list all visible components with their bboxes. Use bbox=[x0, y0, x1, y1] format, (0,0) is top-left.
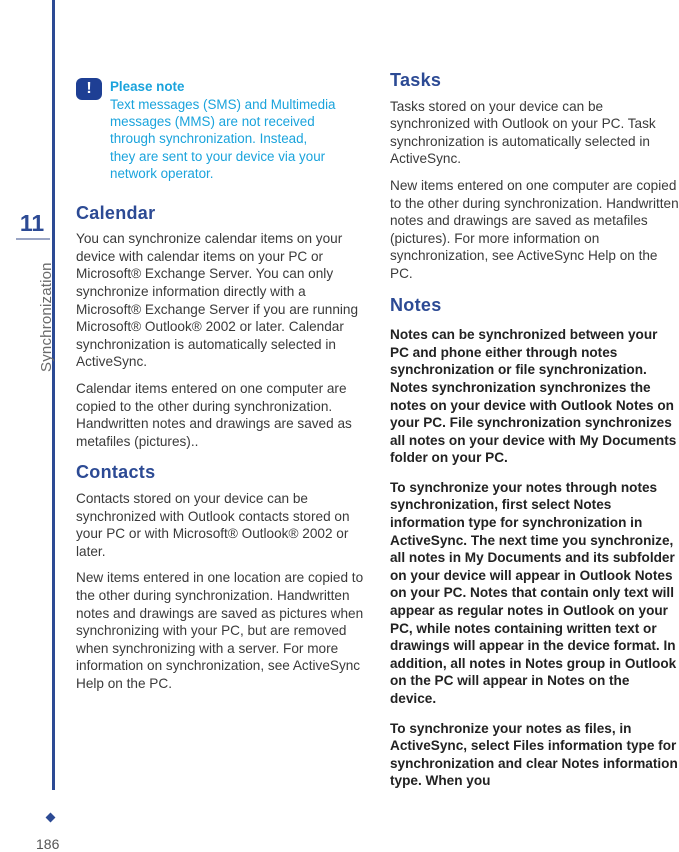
notes-paragraph-1: Notes can be synchronized between your PC and phone either through notes synchronization or file synchronization. Notes synchronization synchronizes the notes on your device with Outlook Notes on your PC. File synchronization synchronizes all notes on your device with My Documents folder on your PC. bbox=[390, 327, 677, 466]
margin-rule bbox=[52, 0, 55, 790]
notes-paragraph-3: To synchronize your notes as files, in ActiveSync, select Files information type for synchronization and clear Notes information type. When you bbox=[390, 720, 678, 789]
notes-paragraph-2: To synchronize your notes through notes synchronization, first select Notes information type for synchronization in ActiveSync. The next time you synchronize, all notes in My Documents and its subfolder on your device will appear in Outlook Notes on your PC. Notes that contain only text will appear as regular notes in Outlook on your PC, while notes containing written text or drawings will appear in the device format. In addition, all notes in Notes group in Outlook on the PC will appear in Notes on the device. bbox=[390, 479, 677, 706]
chapter-number: 11 bbox=[19, 210, 45, 236]
contacts-heading: Contacts bbox=[76, 462, 156, 483]
chapter-divider bbox=[16, 238, 50, 240]
diamond-icon bbox=[46, 813, 56, 823]
contacts-paragraph-1: Contacts stored on your device can be synchronized with Outlook contacts stored on your PC or with Microsoft® Outlook® 2002 or later. bbox=[76, 490, 350, 559]
note-line: through synchronization. Instead, bbox=[110, 131, 308, 147]
info-icon: ! bbox=[76, 78, 102, 100]
chapter-title: Synchronization bbox=[38, 262, 55, 372]
notes-heading: Notes bbox=[390, 294, 442, 315]
note-body bbox=[110, 96, 366, 183]
note-line: Text messages (SMS) and Multimedia bbox=[110, 96, 336, 112]
note-line: network operator. bbox=[110, 166, 214, 182]
page-number: 186 bbox=[36, 836, 60, 852]
calendar-heading: Calendar bbox=[76, 202, 156, 223]
calendar-paragraph-2: Calendar items entered on one computer are copied to the other during synchronization. Handwritten notes and drawings are saved as metafiles (pictures).. bbox=[76, 380, 352, 449]
left-column bbox=[76, 78, 366, 701]
note-title: Please note bbox=[110, 79, 185, 94]
tasks-paragraph-2: New items entered on one computer are copied to the other during synchronization. Handwritten notes and drawings are saved as metafiles (pictures). For more information on synchronization, see ActiveSync Help on the PC. bbox=[390, 177, 679, 281]
please-note-box bbox=[76, 78, 366, 183]
calendar-paragraph-1: You can synchronize calendar items on your device with calendar items on your PC or Microsoft® Exchange Server. You can only synchronize information directly with a Microsoft® Exchange Server if you are running Microsoft® Outlook® 2002 or later. Calendar synchronization is automatically selected in ActiveSync. bbox=[76, 231, 359, 370]
note-line: messages (MMS) are not received bbox=[110, 114, 315, 129]
tasks-heading: Tasks bbox=[390, 70, 442, 90]
tasks-paragraph-1: Tasks stored on your device can be synchronized with Outlook on your PC. Task synchronization is automatically selected in ActiveSync. bbox=[390, 98, 656, 167]
right-column bbox=[390, 72, 679, 799]
contacts-paragraph-2: New items entered in one location are copied to the other during synchronization. Handwritten notes and drawings are saved as pictures when synchronizing with your PC, but are removed when synchronizing with a server. For more information on synchronization, see ActiveSync Help on the PC. bbox=[76, 570, 364, 691]
note-line: they are sent to your device via your bbox=[110, 148, 326, 164]
